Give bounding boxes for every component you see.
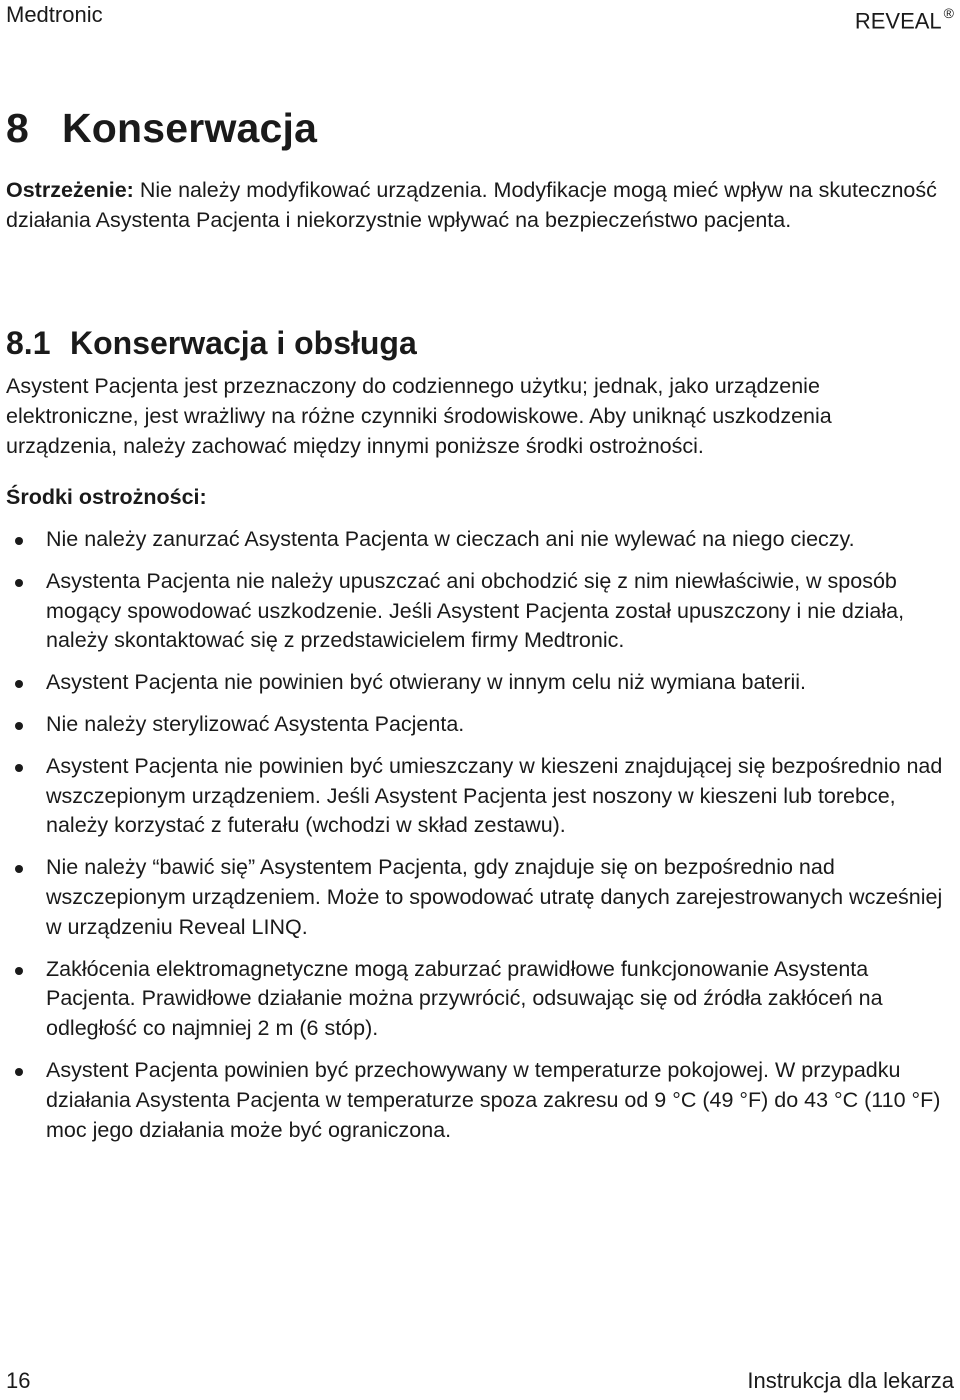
- list-item-text: Zakłócenia elektromagnetyczne mogą zaburzać prawidłowe funkcjonowanie Asystenta Pacjenta. Prawidłowe działanie można przywrócić, odsuwając się od źródła zakłóceń na odległość co najmniej 2 m (6 stóp).: [46, 956, 883, 1041]
- section-intro: Asystent Pacjenta jest przeznaczony do codziennego użytku; jednak, jako urządzenie elektroniczne, jest wrażliwy na różne czynniki środowiskowe. Aby uniknąć uszkodzenia urządzenia, należy zachować między innymi poniższe środki ostrożności.: [6, 374, 832, 458]
- warning-text: Nie należy modyfikować urządzenia. Modyfikacje mogą mieć wpływ na skuteczność działania Asystenta Pacjenta i niekorzystnie wpływać na bezpieczeństwo pacjenta.: [6, 178, 937, 232]
- bullet-icon: [15, 537, 23, 545]
- bullet-icon: [15, 680, 23, 688]
- bullet-icon: [15, 1068, 23, 1076]
- list-item: [6, 567, 958, 656]
- warning-label: Ostrzeżenie:: [6, 178, 134, 202]
- chapter-heading: [6, 100, 317, 156]
- registered-mark: ®: [943, 5, 954, 21]
- header-product: [855, 1, 954, 35]
- list-item: [6, 853, 958, 942]
- list-item: [6, 752, 958, 841]
- bullet-icon: [15, 722, 23, 730]
- page-number: 16: [6, 1368, 31, 1393]
- header-brand: Medtronic: [6, 2, 103, 27]
- precautions-list: [6, 525, 958, 1157]
- bullet-icon: [15, 764, 23, 772]
- section-heading: [6, 322, 417, 364]
- list-item-text: Asystent Pacjenta nie powinien być umieszczany w kieszeni znajdującej się bezpośrednio nad wszczepionym urządzeniem. Jeśli Asystent Pacjenta jest noszony w kieszeni lub torebce, należy korzystać z futerału (wchodzi w skład zestawu).: [46, 753, 943, 838]
- chapter-title: Konserwacja: [62, 105, 318, 151]
- list-item: [6, 1056, 958, 1145]
- list-item-text: Nie należy sterylizować Asystenta Pacjenta.: [46, 711, 465, 736]
- precautions-title: Środki ostrożności:: [6, 485, 207, 509]
- list-item-text: Asystent Pacjenta powinien być przechowywany w temperaturze pokojowej. W przypadku działania Asystenta Pacjenta w temperaturze spoza zakresu od 9 °C (49 °F) do 43 °C (110 °F) moc jego działania może być ograniczona.: [46, 1057, 941, 1142]
- chapter-number: 8: [6, 105, 30, 151]
- list-item-text: Asystent Pacjenta nie powinien być otwierany w innym celu niż wymiana baterii.: [46, 670, 807, 695]
- list-item-text: Nie należy zanurzać Asystenta Pacjenta w cieczach ani nie wylewać na niego cieczy.: [46, 527, 855, 551]
- list-item: [6, 955, 958, 1044]
- list-item: [6, 710, 958, 740]
- list-item-text: Asystenta Pacjenta nie należy upuszczać ani obchodzić się z nim niewłaściwie, w sposób mogący spowodować uszkodzenie. Jeśli Asystent Pacjenta został upuszczony i nie działa, należy skontaktować się z przedstawicielem firmy Medtronic.: [46, 568, 905, 653]
- list-item-text: Nie należy “bawić się” Asystentem Pacjenta, gdy znajduje się on bezpośrednio nad wszczepionym urządzeniem. Może to spowodować utratę danych zarejestrowanych wcześniej w urządzeniu Reveal LINQ.: [46, 855, 943, 939]
- list-item: [6, 668, 958, 698]
- bullet-icon: [15, 967, 23, 975]
- bullet-icon: [15, 579, 23, 587]
- bullet-icon: [15, 865, 23, 873]
- section-number: 8.1: [6, 325, 51, 361]
- header-product-name: REVEAL: [854, 8, 942, 34]
- section-title: Konserwacja i obsługa: [70, 325, 417, 361]
- list-item: [6, 525, 958, 555]
- warning-paragraph: [6, 175, 941, 235]
- footer-doc-title: Instrukcja dla lekarza: [747, 1368, 954, 1393]
